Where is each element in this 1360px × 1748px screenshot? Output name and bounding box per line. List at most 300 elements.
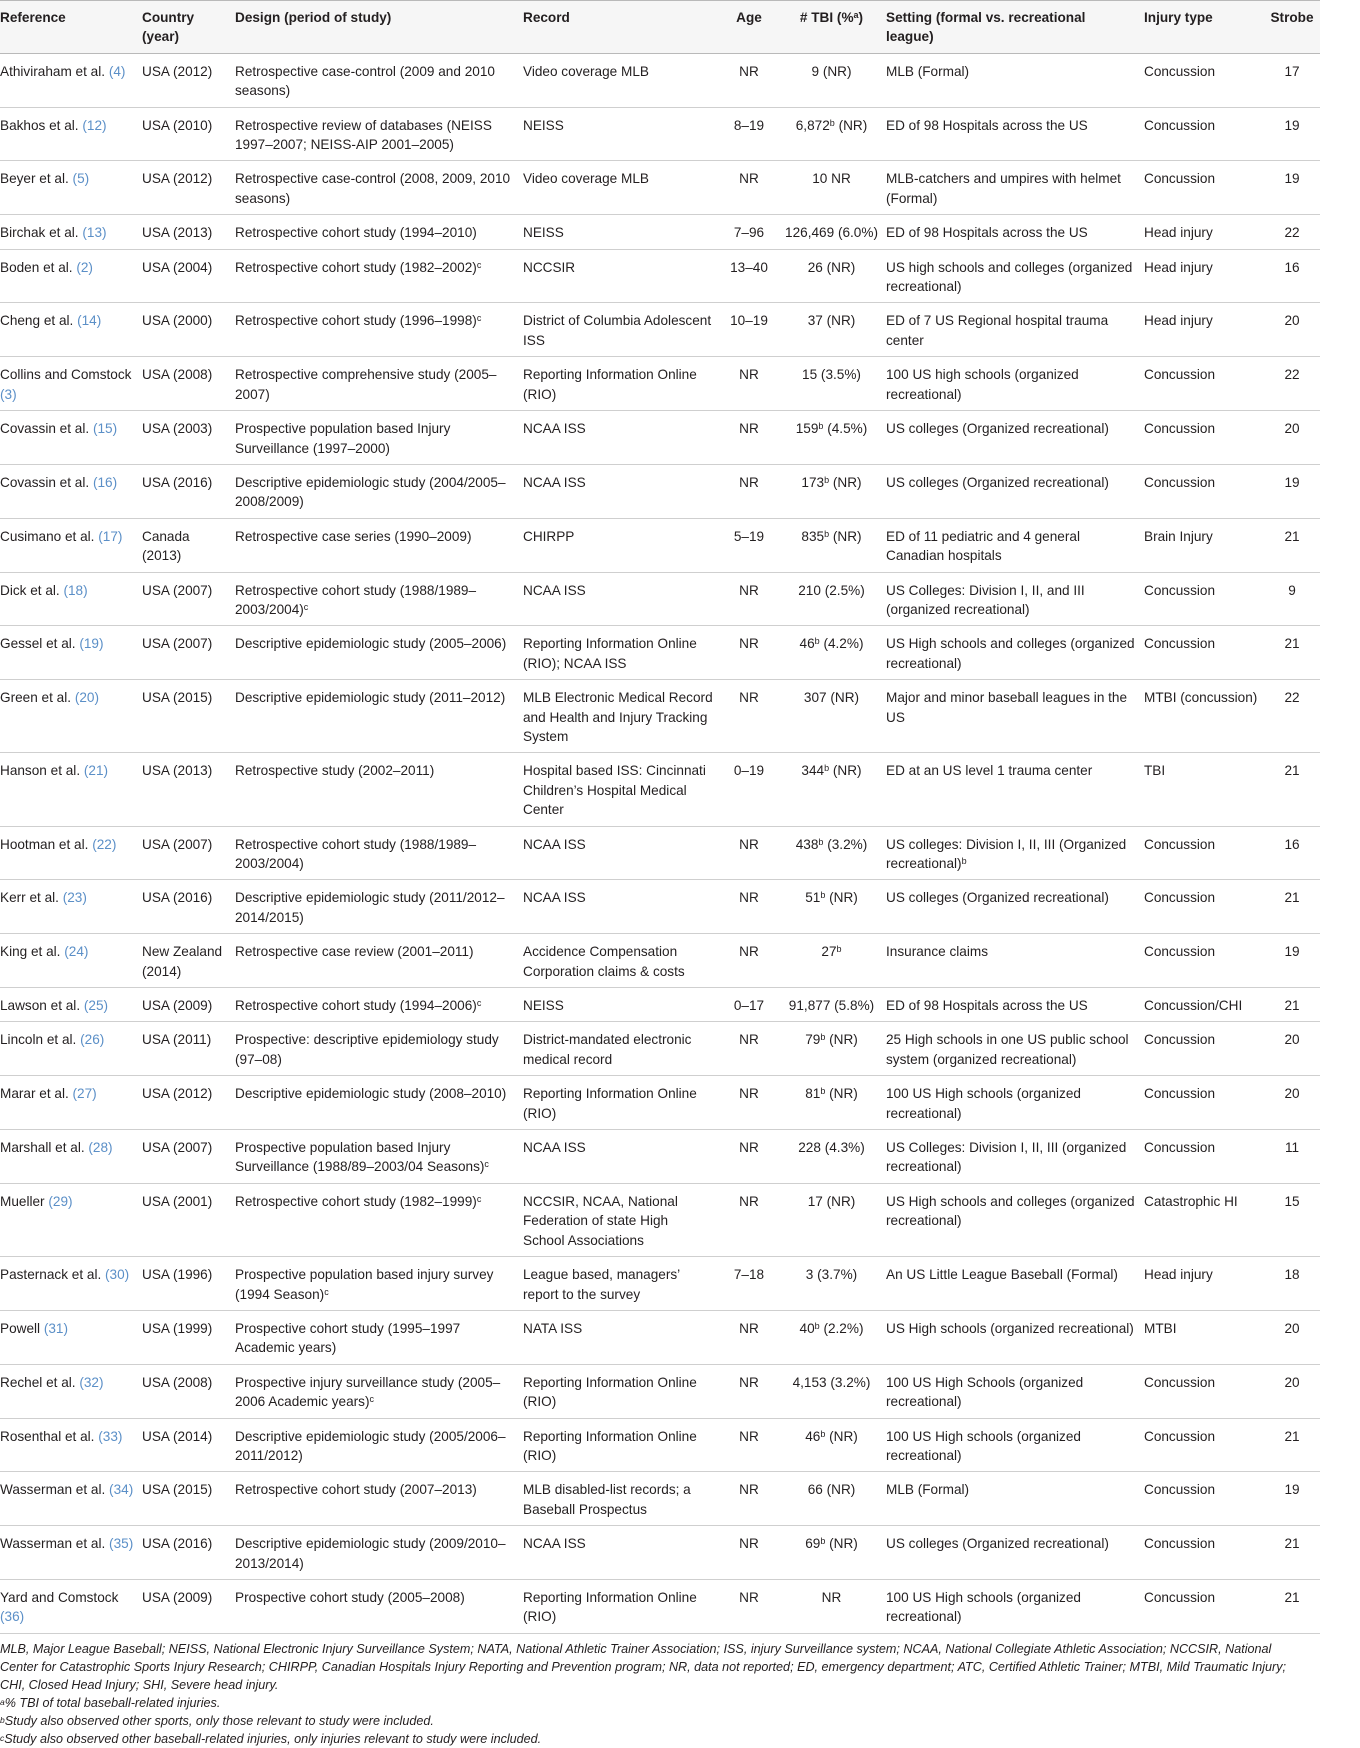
cell-injury: Catastrophic HI <box>1140 1183 1264 1256</box>
cell-age: NR <box>717 1579 781 1633</box>
setting-text: ED at an US level 1 trauma center <box>886 763 1093 779</box>
table-row <box>0 1310 1320 1364</box>
reference-citation-link[interactable]: (26) <box>80 1032 105 1048</box>
reference-citation-link[interactable]: (33) <box>98 1428 123 1444</box>
tbi-percent: (2.2%) <box>823 1320 864 1336</box>
setting-text: 100 US high schools (organized recreational) <box>886 367 1079 402</box>
cell-reference <box>0 880 138 934</box>
reference-author: Dick et al. <box>0 582 60 598</box>
cell-age: NR <box>717 1472 781 1526</box>
tbi-footnote-mark: b <box>820 1086 826 1097</box>
cell-injury: Brain Injury <box>1140 518 1264 572</box>
reference-citation-link[interactable]: (16) <box>92 474 118 490</box>
cell-strobe: 15 <box>1264 1183 1320 1256</box>
reference-author: Collins and Comstock <box>0 367 132 383</box>
cell-injury: Concussion <box>1140 53 1264 107</box>
cell-record: Hospital based ISS: Cincinnati Children’s Hospital Medical Center <box>519 753 717 826</box>
tbi-percent: (NR) <box>826 313 856 329</box>
design-footnote-mark: c <box>369 1394 374 1405</box>
cell-country: USA (2010) <box>138 107 231 161</box>
cell-design <box>231 1257 519 1311</box>
setting-text: Insurance claims <box>886 944 988 960</box>
reference-citation-link[interactable]: (2) <box>76 259 93 275</box>
tbi-count: 10 <box>812 171 828 187</box>
cell-country: New Zealand (2014) <box>138 934 231 988</box>
footnote-a-mark: a <box>0 1696 5 1707</box>
cell-injury: Head injury <box>1140 215 1264 249</box>
cell-injury: TBI <box>1140 753 1264 826</box>
reference-citation-link[interactable]: (13) <box>82 225 107 241</box>
design-text: Retrospective comprehensive study (2005–2007) <box>235 367 497 402</box>
tbi-count: 126,469 <box>785 225 835 241</box>
cell-reference <box>0 1526 138 1580</box>
design-text: Retrospective cohort study (1994–2010) <box>235 225 477 241</box>
reference-citation-link[interactable]: (4) <box>108 63 126 79</box>
cell-tbi <box>781 572 882 626</box>
design-text: Prospective cohort study (2005–2008) <box>235 1589 465 1605</box>
cell-tbi <box>781 303 882 357</box>
cell-country: USA (2004) <box>138 249 231 303</box>
cell-design <box>231 1183 519 1256</box>
cell-tbi <box>781 1183 882 1256</box>
tbi-percent: (NR) <box>829 1428 858 1444</box>
cell-record: NEISS <box>519 215 717 249</box>
design-text: Retrospective case series (1990–2009) <box>235 528 472 544</box>
tbi-percent: (3.2%) <box>827 836 868 852</box>
reference-citation-link[interactable]: (20) <box>74 690 99 706</box>
cell-tbi <box>781 464 882 518</box>
cell-tbi <box>781 411 882 465</box>
design-text: Retrospective cohort study (1988/1989–2003/2004) <box>235 582 477 617</box>
cell-reference <box>0 572 138 626</box>
cell-age: NR <box>717 53 781 107</box>
tbi-percent: (4.5%) <box>827 421 868 437</box>
design-text: Retrospective cohort study (1982–2002) <box>235 259 477 275</box>
cell-record: NCAA ISS <box>519 1526 717 1580</box>
reference-author: Cusimano et al. <box>0 528 95 544</box>
tbi-count: 307 <box>803 690 827 706</box>
cell-age: 0–19 <box>717 753 781 826</box>
table-row <box>0 1526 1320 1580</box>
table-footnotes <box>0 1634 1300 1748</box>
tbi-footnote-mark: b <box>814 1320 820 1331</box>
table-row <box>0 249 1320 303</box>
cell-tbi <box>781 1022 882 1076</box>
cell-record: Reporting Information Online (RIO) <box>519 1076 717 1130</box>
cell-age: NR <box>717 357 781 411</box>
table-row <box>0 464 1320 518</box>
cell-design <box>231 1364 519 1418</box>
tbi-footnote-mark: b <box>820 1032 826 1043</box>
tbi-count: 91,877 <box>788 998 831 1014</box>
tbi-footnote-mark: b <box>818 421 824 432</box>
header-setting: Setting (formal vs. recreational league) <box>882 1 1140 54</box>
tbi-count: 66 <box>807 1482 823 1498</box>
reference-author: Pasternack et al. <box>0 1267 102 1283</box>
cell-design <box>231 1022 519 1076</box>
reference-citation-link[interactable]: (18) <box>63 582 88 598</box>
setting-text: US High schools and colleges (organized recreational) <box>886 1193 1135 1229</box>
table-row <box>0 107 1320 161</box>
table-row <box>0 988 1320 1022</box>
table-row <box>0 1364 1320 1418</box>
cell-tbi <box>781 53 882 107</box>
reference-citation-link[interactable]: (30) <box>105 1267 130 1283</box>
cell-reference <box>0 988 138 1022</box>
cell-setting <box>882 1130 1140 1184</box>
cell-record: NCCSIR, NCAA, National Federation of state High School Associations <box>519 1183 717 1256</box>
design-text: Retrospective cohort study (1982–1999) <box>235 1193 477 1209</box>
tbi-count: 46 <box>805 1428 821 1444</box>
cell-design <box>231 1130 519 1184</box>
cell-tbi <box>781 518 882 572</box>
cell-strobe: 20 <box>1264 1364 1320 1418</box>
cell-country: USA (2012) <box>138 53 231 107</box>
cell-record: NCAA ISS <box>519 411 717 465</box>
cell-country: USA (2007) <box>138 826 231 880</box>
cell-reference <box>0 1257 138 1311</box>
cell-reference <box>0 215 138 249</box>
reference-author: Covassin et al. <box>0 474 90 490</box>
header-row <box>0 1 1320 54</box>
tbi-percent: (NR) <box>826 259 856 275</box>
design-text: Descriptive epidemiologic study (2009/2010–2013/2014) <box>235 1536 506 1571</box>
cell-reference <box>0 1472 138 1526</box>
footnote-b-mark: b <box>0 1714 5 1725</box>
cell-country: USA (2009) <box>138 988 231 1022</box>
cell-injury: Concussion <box>1140 1076 1264 1130</box>
cell-tbi <box>781 1364 882 1418</box>
cell-tbi <box>781 107 882 161</box>
cell-country: USA (2001) <box>138 1183 231 1256</box>
cell-age: NR <box>717 626 781 680</box>
cell-strobe: 19 <box>1264 934 1320 988</box>
tbi-footnote-mark: b <box>829 117 835 128</box>
design-text: Descriptive epidemiologic study (2004/2005–2008/2009) <box>235 474 506 510</box>
footnote-b <box>0 1712 1300 1730</box>
header-design: Design (period of study) <box>231 1 519 54</box>
reference-citation-link[interactable]: (34) <box>109 1482 134 1498</box>
table-row <box>0 1130 1320 1184</box>
reference-author: Athiviraham et al. <box>0 63 106 79</box>
cell-reference <box>0 1418 138 1472</box>
cell-design <box>231 161 519 215</box>
cell-tbi <box>781 988 882 1022</box>
cell-injury: Concussion <box>1140 1418 1264 1472</box>
cell-age: 10–19 <box>717 303 781 357</box>
cell-strobe: 21 <box>1264 1579 1320 1633</box>
cell-strobe: 17 <box>1264 53 1320 107</box>
cell-reference <box>0 1183 138 1256</box>
cell-strobe: 16 <box>1264 826 1320 880</box>
cell-injury: Concussion <box>1140 1364 1264 1418</box>
cell-age: NR <box>717 1183 781 1256</box>
cell-age: 13–40 <box>717 249 781 303</box>
cell-reference <box>0 411 138 465</box>
footnote-a-text: % TBI of total baseball-related injuries. <box>4 1695 221 1710</box>
cell-setting <box>882 753 1140 826</box>
table-row <box>0 518 1320 572</box>
header-age: Age <box>717 1 781 54</box>
table-row <box>0 161 1320 215</box>
reference-citation-link[interactable]: (15) <box>92 421 118 437</box>
tbi-percent: (NR) <box>829 1032 858 1048</box>
reference-citation-link[interactable]: (5) <box>72 171 90 187</box>
reference-citation-link[interactable]: (17) <box>98 528 123 544</box>
table-row <box>0 934 1320 988</box>
tbi-percent: (5.8%) <box>834 998 875 1014</box>
tbi-percent: (NR) <box>832 474 862 490</box>
cell-record: District-mandated electronic medical record <box>519 1022 717 1076</box>
reference-citation-link[interactable]: (32) <box>79 1374 104 1390</box>
cell-reference <box>0 1579 138 1633</box>
cell-reference <box>0 826 138 880</box>
cell-strobe: 20 <box>1264 1076 1320 1130</box>
reference-citation-link[interactable]: (36) <box>0 1609 25 1625</box>
setting-text: An US Little League Baseball (Formal) <box>886 1267 1118 1283</box>
reference-author: Bakhos et al. <box>0 117 79 133</box>
cell-design <box>231 1579 519 1633</box>
reference-citation-link[interactable]: (35) <box>109 1536 134 1552</box>
cell-tbi <box>781 1579 882 1633</box>
cell-reference <box>0 53 138 107</box>
header-record: Record <box>519 1 717 54</box>
cell-setting <box>882 1472 1140 1526</box>
reference-citation-link[interactable]: (21) <box>83 763 109 779</box>
table-row <box>0 1472 1320 1526</box>
design-text: Descriptive epidemiologic study (2008–2010) <box>235 1086 507 1102</box>
reference-author: Gessel et al. <box>0 636 76 652</box>
setting-text: ED of 7 US Regional hospital trauma center <box>886 313 1109 348</box>
cell-record: CHIRPP <box>519 518 717 572</box>
cell-design <box>231 1526 519 1580</box>
reference-citation-link[interactable]: (25) <box>83 998 109 1014</box>
table-row <box>0 1076 1320 1130</box>
design-text: Retrospective cohort study (2007–2013) <box>235 1482 477 1498</box>
cell-injury: MTBI <box>1140 1310 1264 1364</box>
cell-design <box>231 411 519 465</box>
cell-strobe: 9 <box>1264 572 1320 626</box>
table-row <box>0 357 1320 411</box>
reference-citation-link[interactable]: (31) <box>43 1320 69 1336</box>
cell-injury: Concussion <box>1140 1022 1264 1076</box>
tbi-percent: (4.3%) <box>824 1140 865 1156</box>
cell-design <box>231 753 519 826</box>
reference-citation-link[interactable]: (22) <box>92 836 117 852</box>
cell-setting <box>882 1579 1140 1633</box>
cell-setting <box>882 249 1140 303</box>
cell-country: USA (2013) <box>138 753 231 826</box>
reference-citation-link[interactable]: (3) <box>0 386 17 402</box>
tbi-count: 438 <box>795 836 819 852</box>
tbi-count: 9 <box>811 63 820 79</box>
cell-design <box>231 626 519 680</box>
cell-record: NEISS <box>519 988 717 1022</box>
cell-strobe: 11 <box>1264 1130 1320 1184</box>
cell-setting <box>882 1526 1140 1580</box>
cell-strobe: 21 <box>1264 626 1320 680</box>
tbi-count: 40 <box>799 1320 815 1336</box>
cell-record: NCAA ISS <box>519 880 717 934</box>
cell-setting <box>882 303 1140 357</box>
cell-setting <box>882 215 1140 249</box>
tbi-footnote-mark: b <box>820 1428 826 1439</box>
cell-country: USA (2012) <box>138 161 231 215</box>
table-body <box>0 53 1320 1633</box>
design-text: Prospective population based Injury Surveillance (1988/89–2003/04 Seasons) <box>235 1140 485 1175</box>
cell-record: District of Columbia Adolescent ISS <box>519 303 717 357</box>
reference-citation-link[interactable]: (12) <box>82 117 107 133</box>
cell-strobe: 19 <box>1264 161 1320 215</box>
cell-record: NEISS <box>519 107 717 161</box>
cell-age: 7–96 <box>717 215 781 249</box>
cell-country: USA (2012) <box>138 1076 231 1130</box>
tbi-count: 15 <box>802 367 818 383</box>
cell-record: Accidence Compensation Corporation claims & costs <box>519 934 717 988</box>
reference-author: Cheng et al. <box>0 313 74 329</box>
table-row <box>0 215 1320 249</box>
header-tbi-prefix: # TBI (% <box>799 10 854 25</box>
design-text: Retrospective case-control (2009 and 2010 seasons) <box>235 63 495 99</box>
setting-text: US colleges: Division I, II, III (Organized recreational) <box>886 836 1127 871</box>
footnote-abbreviations: MLB, Major League Baseball; NEISS, National Electronic Injury Surveillance System; NATA, National Athletic Trainer Association; ISS, injury Surveillance system; NCAA, National Collegiate Athletic Association; NCCSIR, National Center for Catastrophic Sports Injury Research; CHIRPP, Canadian Hospitals Injury Reporting and Prevention program; NR, data not reported; ED, emergency department; ATC, Certified Athletic Trainer; MTBI, Mild Traumatic Injury; CHI, Closed Head Injury; SHI, Severe head injury. <box>0 1641 1287 1692</box>
cell-design <box>231 357 519 411</box>
reference-author: Yard and Comstock <box>0 1589 119 1605</box>
cell-reference <box>0 753 138 826</box>
cell-tbi <box>781 826 882 880</box>
reference-author: Beyer et al. <box>0 171 69 187</box>
tbi-percent: (NR) <box>832 528 862 544</box>
cell-age: NR <box>717 880 781 934</box>
reference-citation-link[interactable]: (28) <box>88 1140 113 1156</box>
cell-record: League based, managers’ report to the survey <box>519 1257 717 1311</box>
cell-country: USA (2008) <box>138 357 231 411</box>
cell-tbi <box>781 1526 882 1580</box>
tbi-percent: (NR) <box>826 1482 856 1498</box>
design-text: Retrospective cohort study (1988/1989–2003/2004) <box>235 836 477 871</box>
cell-record: NATA ISS <box>519 1310 717 1364</box>
cell-strobe: 18 <box>1264 1257 1320 1311</box>
cell-strobe: 16 <box>1264 249 1320 303</box>
cell-tbi <box>781 249 882 303</box>
cell-country: USA (2013) <box>138 215 231 249</box>
reference-citation-link[interactable]: (14) <box>77 313 102 329</box>
setting-text: 25 High schools in one US public school system (organized recreational) <box>886 1032 1129 1067</box>
cell-age: NR <box>717 934 781 988</box>
tbi-count: 4,153 <box>792 1374 827 1390</box>
table-row <box>0 53 1320 107</box>
tbi-count: 3 <box>805 1267 814 1283</box>
tbi-percent: (NR) <box>838 117 868 133</box>
cell-strobe: 20 <box>1264 1310 1320 1364</box>
cell-design <box>231 572 519 626</box>
design-footnote-mark: c <box>303 601 309 612</box>
design-text: Prospective population based Injury Surveillance (1997–2000) <box>235 421 451 456</box>
cell-country: USA (2016) <box>138 880 231 934</box>
table-row <box>0 1579 1320 1633</box>
cell-age: 5–19 <box>717 518 781 572</box>
cell-tbi <box>781 1257 882 1311</box>
tbi-count: 210 <box>798 582 821 598</box>
reference-author: Lawson et al. <box>0 998 81 1014</box>
cell-record: Reporting Information Online (RIO) <box>519 1418 717 1472</box>
cell-tbi <box>781 215 882 249</box>
footnote-c <box>0 1730 1300 1748</box>
cell-setting <box>882 464 1140 518</box>
reference-citation-link[interactable]: (24) <box>64 944 89 960</box>
cell-strobe: 22 <box>1264 680 1320 753</box>
footnote-c-mark: c <box>0 1732 5 1743</box>
cell-injury: Concussion <box>1140 1526 1264 1580</box>
cell-setting <box>882 107 1140 161</box>
design-text: Retrospective cohort study (1994–2006) <box>235 998 477 1014</box>
cell-setting <box>882 1310 1140 1364</box>
cell-reference <box>0 1022 138 1076</box>
design-footnote-mark: c <box>484 1159 489 1170</box>
header-tbi-suffix: ) <box>858 10 864 25</box>
cell-design <box>231 880 519 934</box>
cell-tbi <box>781 1130 882 1184</box>
reference-citation-link[interactable]: (23) <box>62 890 87 906</box>
cell-tbi <box>781 934 882 988</box>
setting-text: Major and minor baseball leagues in the US <box>886 690 1128 725</box>
tbi-count: 228 <box>798 1140 821 1156</box>
reference-author: Hanson et al. <box>0 763 81 779</box>
cell-record: Video coverage MLB <box>519 161 717 215</box>
tbi-percent: (3.7%) <box>817 1267 858 1283</box>
cell-design <box>231 464 519 518</box>
reference-citation-link[interactable]: (27) <box>72 1086 97 1102</box>
cell-design <box>231 1310 519 1364</box>
setting-footnote-mark: b <box>961 856 967 866</box>
setting-text: US colleges (Organized recreational) <box>886 890 1109 906</box>
reference-citation-link[interactable]: (29) <box>48 1193 73 1209</box>
tbi-footnote-mark: b <box>818 836 824 847</box>
reference-citation-link[interactable]: (19) <box>79 636 104 652</box>
tbi-count: 46 <box>799 636 815 652</box>
reference-author: Boden et al. <box>0 259 73 275</box>
cell-country: USA (2007) <box>138 1130 231 1184</box>
header-tbi <box>781 1 882 54</box>
cell-setting <box>882 934 1140 988</box>
cell-age: NR <box>717 1418 781 1472</box>
cell-injury: Concussion <box>1140 880 1264 934</box>
tbi-percent: (6.0%) <box>837 225 878 241</box>
tbi-count: 6,872 <box>795 117 830 133</box>
tbi-count: 26 <box>807 259 823 275</box>
cell-age: 7–18 <box>717 1257 781 1311</box>
table-row <box>0 1022 1320 1076</box>
tbi-percent: (NR) <box>829 890 858 906</box>
design-text: Prospective: descriptive epidemiology study (97–08) <box>235 1032 499 1067</box>
reference-author: Rechel et al. <box>0 1374 76 1390</box>
cell-age: NR <box>717 572 781 626</box>
table-row <box>0 572 1320 626</box>
reference-author: Lincoln et al. <box>0 1032 77 1048</box>
setting-text: US High schools (organized recreational) <box>886 1320 1134 1336</box>
cell-reference <box>0 934 138 988</box>
cell-record: Reporting Information Online (RIO); NCAA ISS <box>519 626 717 680</box>
tbi-percent: (NR) <box>829 1536 858 1552</box>
cell-design <box>231 215 519 249</box>
tbi-count: 37 <box>807 313 823 329</box>
tbi-count: 51 <box>805 890 821 906</box>
cell-design <box>231 518 519 572</box>
tbi-footnote-mark: b <box>836 944 842 955</box>
tbi-count: 69 <box>805 1536 821 1552</box>
cell-strobe: 22 <box>1264 357 1320 411</box>
cell-country: USA (2007) <box>138 626 231 680</box>
